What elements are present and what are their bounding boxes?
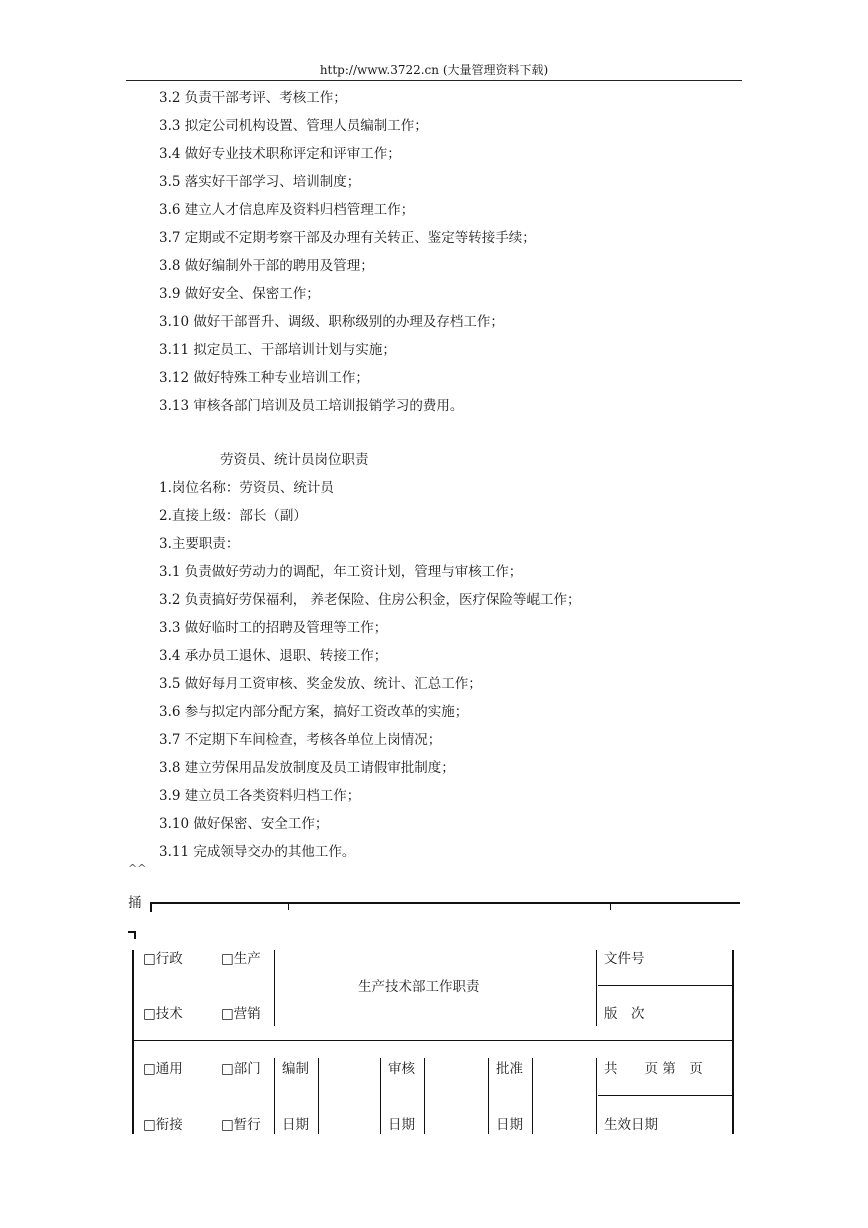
list-item: 3.8 做好编制外干部的聘用及管理； — [159, 258, 374, 274]
form-top-border — [150, 902, 740, 904]
form-left-border — [132, 950, 134, 1134]
form-rule — [596, 950, 597, 1026]
list-item: 3.3 做好临时工的招聘及管理等工作； — [159, 620, 388, 636]
compiled-by-label: 编制 — [282, 1061, 309, 1077]
list-item: 3.3 拟定公司机构设置、管理人员编制工作； — [159, 118, 428, 134]
effective-date-label: 生效日期 — [604, 1117, 658, 1133]
form-rule — [488, 1058, 489, 1134]
list-item: 3.2 负责干部考评、考核工作； — [159, 90, 347, 106]
checkbox-temporary[interactable]: □暂行 — [221, 1117, 261, 1133]
section-title: 劳资员、统计员岗位职责 — [220, 452, 369, 468]
form-rule — [596, 1058, 597, 1134]
approved-by-label: 批准 — [496, 1061, 523, 1077]
form-fragment-text: 捅 — [128, 895, 142, 911]
checkbox-general[interactable]: □通用 — [143, 1061, 183, 1077]
form-rule — [424, 1058, 425, 1134]
list-item: 3.10 做好保密、安全工作； — [159, 816, 329, 832]
list-item: 3.5 做好每月工资审核、奖金发放、统计、汇总工作； — [159, 676, 482, 692]
checkbox-linkage[interactable]: □衔接 — [143, 1117, 183, 1133]
form-rule — [598, 985, 732, 986]
page-count-label: 共 页 第 页 — [604, 1061, 703, 1077]
list-item: 3.13 审核各部门培训及员工培训报销学习的费用。 — [159, 398, 464, 414]
list-item: 3.11 拟定员工、干部培训计划与实施； — [159, 342, 396, 358]
list-item: 2.直接上级：部长（副） — [159, 508, 307, 524]
form-rule — [274, 950, 275, 1026]
form-rule — [598, 1095, 732, 1096]
checkbox-department[interactable]: □部门 — [221, 1061, 261, 1077]
page-header: http://www.3722.cn (大量管理资料下载) — [126, 60, 742, 81]
form-right-border — [732, 950, 734, 1134]
list-item: 3.6 参与拟定内部分配方案，搞好工资改革的实施； — [159, 704, 469, 720]
list-item: 3.4 做好专业技术职称评定和评审工作； — [159, 146, 401, 162]
list-item: 3.6 建立人才信息库及资料归档管理工作； — [159, 202, 415, 218]
checkbox-technical[interactable]: □技术 — [143, 1006, 183, 1022]
form-rule — [380, 1058, 381, 1134]
compile-date-label: 日期 — [282, 1117, 309, 1133]
checkbox-admin[interactable]: □行政 — [143, 951, 183, 967]
reviewed-by-label: 审核 — [388, 1061, 415, 1077]
list-item: 3.11 完成领导交办的其他工作。 — [159, 844, 356, 860]
file-number-label: 文件号 — [604, 951, 645, 967]
list-item: 3.9 建立员工各类资料归档工作； — [159, 788, 361, 804]
form-corner — [134, 931, 136, 939]
list-item: 1.岗位名称：劳资员、统计员 — [159, 480, 334, 496]
list-item: 3.5 落实好干部学习、培训制度； — [159, 174, 361, 190]
checkbox-production[interactable]: □生产 — [221, 951, 261, 967]
checkbox-sales[interactable]: □营销 — [221, 1006, 261, 1022]
review-date-label: 日期 — [388, 1117, 415, 1133]
form-rule — [134, 1040, 732, 1041]
form-rule — [318, 1058, 319, 1134]
list-item: 3.10 做好干部晋升、调级、职称级别的办理及存档工作； — [159, 314, 504, 330]
list-item: 3.8 建立劳保用品发放制度及员工请假审批制度； — [159, 760, 455, 776]
list-item: 3.12 做好特殊工种专业培训工作； — [159, 370, 369, 386]
form-document-title: 生产技术部工作职责 — [358, 979, 480, 995]
form-rule — [274, 1058, 275, 1134]
list-item: 3.4 承办员工退休、退职、转接工作； — [159, 648, 388, 664]
list-item: 3.2 负责搞好劳保福利， 养老保险、住房公积金，医疗保险等崐工作； — [159, 592, 581, 608]
form-rule — [288, 902, 289, 910]
form-rule — [532, 1058, 533, 1134]
list-item: 3.主要职责： — [159, 536, 240, 552]
version-label: 版 次 — [604, 1006, 645, 1022]
approve-date-label: 日期 — [496, 1117, 523, 1133]
list-item: 3.7 不定期下车间检查，考核各单位上岗情况； — [159, 732, 442, 748]
list-item: 3.1 负责做好劳动力的调配，年工资计划，管理与审核工作； — [159, 564, 523, 580]
list-item: 3.7 定期或不定期考察干部及办理有关转正、鉴定等转接手续； — [159, 230, 536, 246]
form-rule — [150, 902, 152, 912]
form-rule — [610, 902, 611, 910]
stray-mark: ^^ — [128, 862, 147, 875]
list-item: 3.9 做好安全、保密工作； — [159, 286, 320, 302]
